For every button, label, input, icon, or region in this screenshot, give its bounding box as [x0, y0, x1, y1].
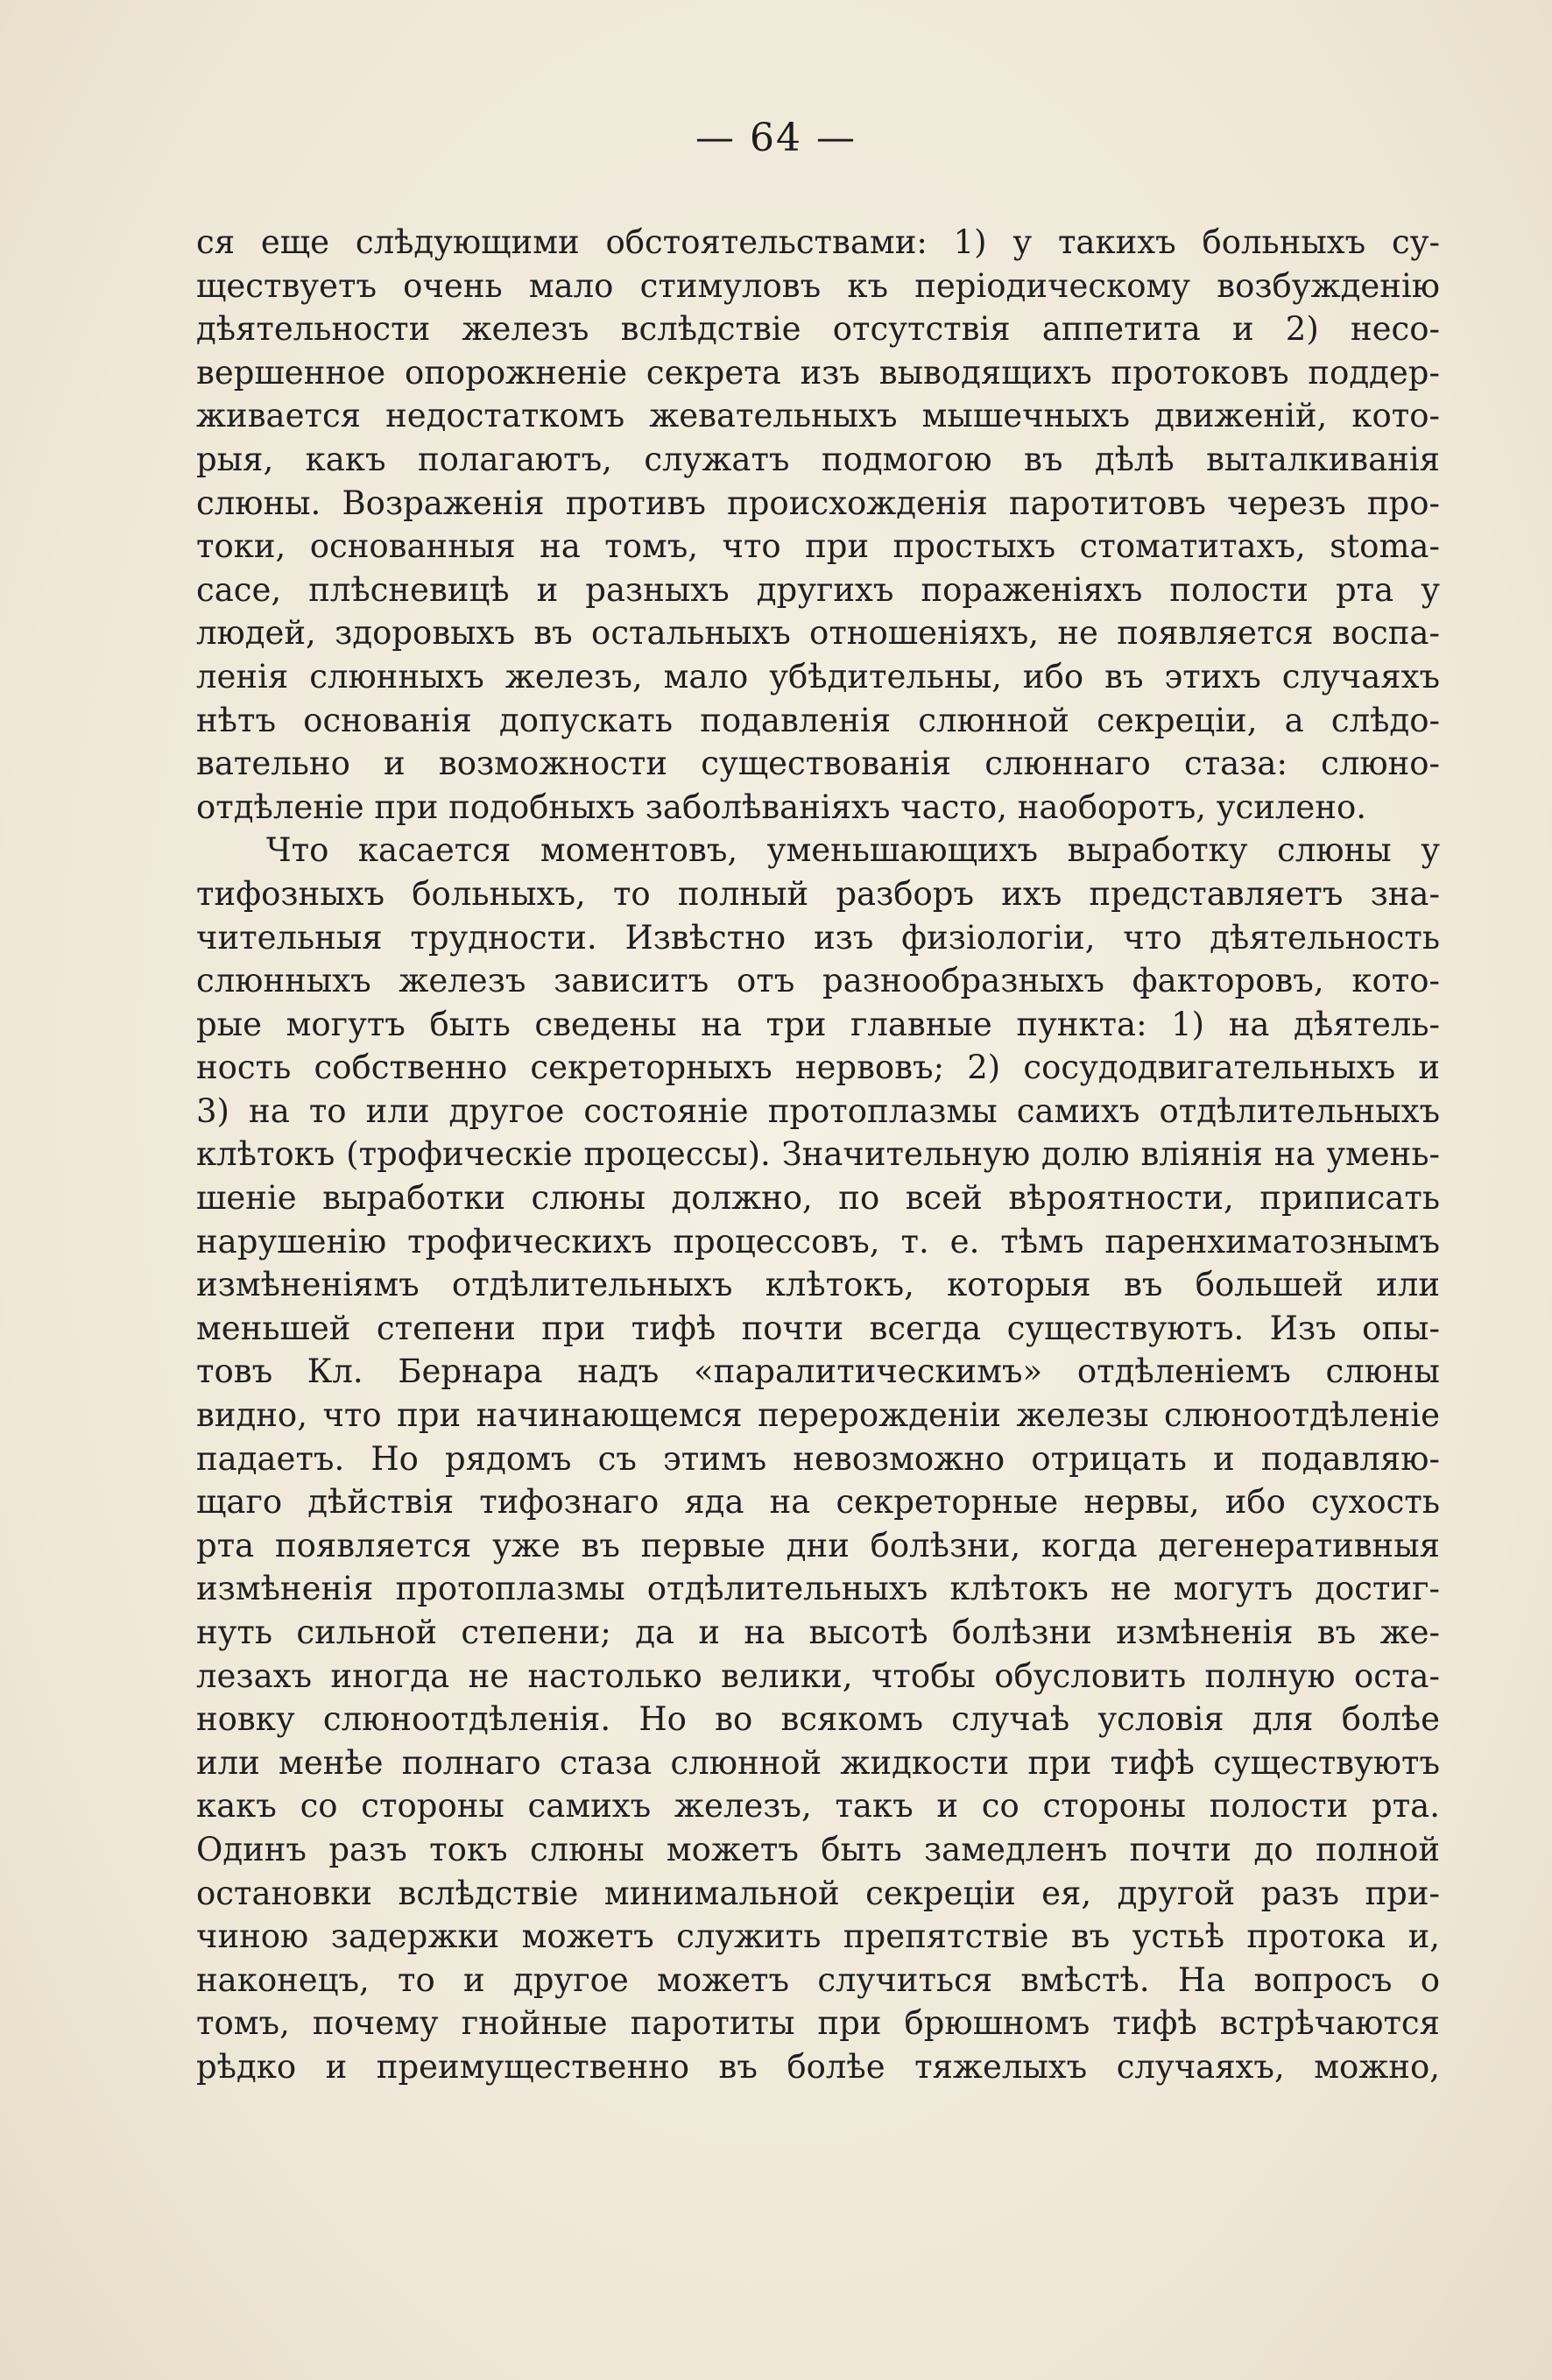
text-line: какъ со стороны самихъ железъ, такъ и со стороны полости рта. [196, 1787, 1440, 1826]
text-line: шеніе выработки слюны должно, по всей вѣроятности, приписать [196, 1179, 1440, 1218]
text-line: томъ, почему гнойные паротиты при брюшномъ тифѣ встрѣчаются [196, 2004, 1440, 2043]
paragraph-end-line: отдѣленіе при подобныхъ заболѣваніяхъ часто, наоборотъ, усилено. [196, 787, 1367, 826]
text-line: 3) на то или другое состояніе протоплазмы самихъ отдѣлительныхъ [196, 1091, 1440, 1130]
text-line: дѣятельности железъ вслѣдствіе отсутствія аппетита и 2) несо- [196, 310, 1440, 349]
text-line: рта появляется уже въ первые дни болѣзни, когда дегенеративныя [196, 1526, 1440, 1564]
text-line: рыя, какъ полагаютъ, служатъ подмогою въ дѣлѣ выталкиванія [196, 440, 1440, 478]
text-line: клѣтокъ (трофическіе процессы). Значительную долю вліянія на умень- [196, 1135, 1440, 1174]
text-line: чиною задержки можетъ служить препятствіе въ устьѣ протока и, [196, 1917, 1440, 1956]
text-line: рые могутъ быть сведены на три главные пункта: 1) на дѣятель- [196, 1005, 1440, 1043]
text-line: ществуетъ очень мало стимуловъ къ періодическому возбужденію [196, 266, 1440, 305]
text-line: токи, основанныя на томъ, что при простыхъ стоматитахъ, stoma- [196, 527, 1440, 566]
paragraph-start-line: Что касается моментовъ, уменьшающихъ выработку слюны у [266, 831, 1440, 870]
text-line: вательно и возможности существованія слюннаго стаза: слюно- [196, 745, 1440, 783]
text-line: нѣтъ основанія допускать подавленія слюнной секреціи, а слѣдо- [196, 701, 1440, 739]
body-text [196, 221, 1440, 2089]
text-line: слюны. Возраженія противъ происхожденія паротитовъ черезъ про- [196, 484, 1440, 522]
page-number: — 64 — [695, 116, 857, 160]
text-line: видно, что при начинающемся перерожденіи железы слюноотдѣленіе [196, 1396, 1440, 1435]
text-line: ленія слюнныхъ железъ, мало убѣдительны, ибо въ этихъ случаяхъ [196, 657, 1440, 696]
text-line: cace, плѣсневицѣ и разныхъ другихъ пораженіяхъ полости рта у [196, 570, 1440, 609]
text-line: остановки вслѣдствіе минимальной секреціи ея, другой разъ при- [196, 1874, 1440, 1912]
text-line: новку слюноотдѣленія. Но во всякомъ случаѣ условія для болѣе [196, 1700, 1440, 1739]
text-line: лезахъ иногда не настолько велики, чтобы обусловить полную оста- [196, 1656, 1440, 1695]
text-line: людей, здоровыхъ въ остальныхъ отношеніяхъ, не появляется воспа- [196, 614, 1440, 653]
text-line: наконецъ, то и другое можетъ случиться вмѣстѣ. На вопросъ о [196, 1960, 1440, 1999]
text-line: чительныя трудности. Извѣстно изъ физіологіи, что дѣятельность [196, 918, 1440, 957]
text-line: падаетъ. Но рядомъ съ этимъ невозможно отрицать и подавляю- [196, 1439, 1440, 1478]
text-line: слюнныхъ железъ зависитъ отъ разнообразныхъ факторовъ, кото- [196, 962, 1440, 1000]
text-line: измѣненіямъ отдѣлительныхъ клѣтокъ, которыя въ большей или [196, 1266, 1440, 1304]
text-line: вершенное опорожненіе секрета изъ выводящихъ протоковъ поддер- [196, 353, 1440, 392]
text-line: нуть сильной степени; да и на высотѣ болѣзни измѣненія въ же- [196, 1614, 1440, 1651]
text-line: измѣненія протоплазмы отдѣлительныхъ клѣтокъ не могутъ достиг- [196, 1570, 1440, 1608]
text-line: живается недостаткомъ жевательныхъ мышечныхъ движеній, кото- [196, 397, 1440, 435]
text-line: меньшей степени при тифѣ почти всегда существуютъ. Изъ опы- [196, 1309, 1440, 1347]
text-line: нарушенію трофическихъ процессовъ, т. е. тѣмъ паренхиматознымъ [196, 1222, 1440, 1261]
text-line: щаго дѣйствія тифознаго яда на секреторные нервы, ибо сухость [196, 1483, 1440, 1522]
text-line: товъ Кл. Бернара надъ «паралитическимъ» отдѣленіемъ слюны [196, 1352, 1440, 1391]
text-line: тифозныхъ больныхъ, то полный разборъ ихъ представляетъ зна- [196, 874, 1440, 913]
text-line: ность собственно секреторныхъ нервовъ; 2) сосудодвигательныхъ и [196, 1049, 1440, 1087]
text-line: рѣдко и преимущественно въ болѣе тяжелыхъ случаяхъ, можно, [196, 2047, 1440, 2086]
text-line: или менѣе полнаго стаза слюнной жидкости при тифѣ существуютъ [196, 1743, 1440, 1782]
text-line: Одинъ разъ токъ слюны можетъ быть замедленъ почти до полной [196, 1830, 1440, 1868]
text-line: ся еще слѣдующими обстоятельствами: 1) у такихъ больныхъ су- [196, 223, 1440, 261]
